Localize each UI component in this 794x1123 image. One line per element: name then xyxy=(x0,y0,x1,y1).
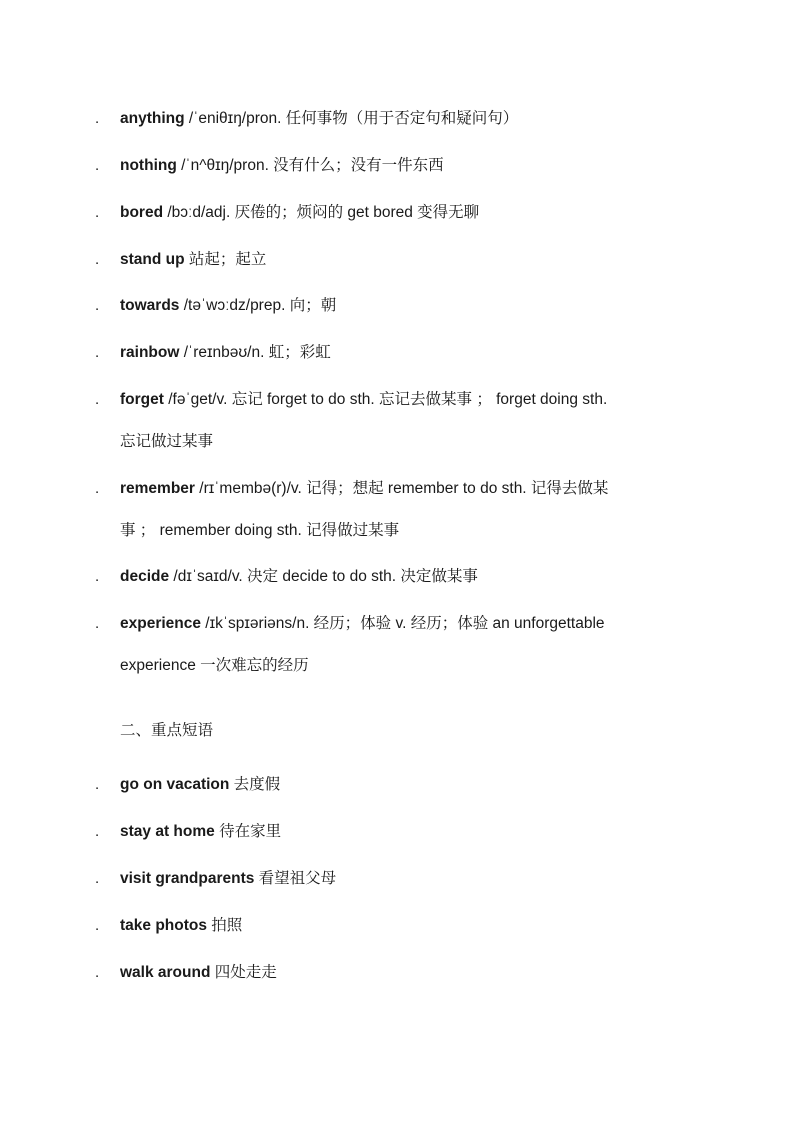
vocab-term: stand up xyxy=(120,251,185,268)
vocab-line xyxy=(120,109,680,129)
list-bullet: . xyxy=(95,157,100,174)
vocab-term: forget xyxy=(120,391,164,408)
vocab-term: rainbow xyxy=(120,344,180,361)
vocab-line-continuation: 事 ； remember doing sth. 记得做过某事 xyxy=(120,522,400,539)
phrase-line xyxy=(120,916,680,936)
vocab-term: anything xyxy=(120,110,185,127)
phrase-meaning: 看望祖父母 xyxy=(254,870,337,887)
vocab-term: remember xyxy=(120,480,195,497)
phrase-term: walk around xyxy=(120,964,211,981)
vocab-line xyxy=(120,156,680,176)
vocab-line xyxy=(120,479,680,499)
section-heading: 二、重点短语 xyxy=(120,722,214,739)
phrase-term: go on vacation xyxy=(120,776,230,793)
vocab-definition: /ˈreɪnbəʊ/n. 虹；彩虹 xyxy=(179,344,331,361)
phrase-line xyxy=(120,775,680,795)
vocab-line xyxy=(120,203,680,223)
vocab-definition: /bɔːd/adj. 厌倦的；烦闷的 get bored 变得无聊 xyxy=(163,204,480,221)
phrase-meaning: 四处走走 xyxy=(210,964,277,981)
vocab-line-continuation: 忘记做过某事 xyxy=(120,433,214,450)
vocab-definition: /ˈn^θɪŋ/pron. 没有什么；没有一件东西 xyxy=(176,157,444,174)
list-bullet: . xyxy=(95,964,100,981)
list-bullet: . xyxy=(95,917,100,934)
list-bullet: . xyxy=(95,251,100,268)
vocab-line xyxy=(120,296,680,316)
vocab-line xyxy=(120,567,680,587)
vocab-term: towards xyxy=(120,297,180,314)
list-bullet: . xyxy=(95,480,100,497)
vocab-line xyxy=(120,390,680,410)
list-bullet: . xyxy=(95,870,100,887)
vocab-term: nothing xyxy=(120,157,177,174)
list-bullet: . xyxy=(95,823,100,840)
phrase-line xyxy=(120,822,680,842)
vocab-line-continuation: experience 一次难忘的经历 xyxy=(120,657,309,674)
phrase-term: stay at home xyxy=(120,823,215,840)
vocab-definition: 站起；起立 xyxy=(184,251,267,268)
phrase-term: visit grandparents xyxy=(120,870,255,887)
vocab-definition: /ˈeniθɪŋ/pron. 任何事物（用于否定句和疑问句） xyxy=(184,110,519,127)
list-bullet: . xyxy=(95,615,100,632)
list-bullet: . xyxy=(95,568,100,585)
phrase-line xyxy=(120,963,680,983)
vocab-term: experience xyxy=(120,615,201,632)
vocab-definition: /dɪˈsaɪd/v. 决定 decide to do sth. 决定做某事 xyxy=(169,568,478,585)
phrase-meaning: 待在家里 xyxy=(214,823,282,840)
vocab-definition: /ɪkˈspɪəriəns/n. 经历；体验 v. 经历；体验 an unforgettable xyxy=(201,615,605,632)
vocab-definition: /fəˈget/v. 忘记 forget to do sth. 忘记去做某事 ； forget doing sth. xyxy=(163,391,608,408)
list-bullet: . xyxy=(95,344,100,361)
phrase-meaning: 拍照 xyxy=(206,917,243,934)
list-bullet: . xyxy=(95,776,100,793)
phrase-term: take photos xyxy=(120,917,207,934)
list-bullet: . xyxy=(95,297,100,314)
vocab-term: decide xyxy=(120,568,170,585)
list-bullet: . xyxy=(95,110,100,127)
phrase-line xyxy=(120,869,680,889)
vocab-line xyxy=(120,250,680,270)
list-bullet: . xyxy=(95,204,100,221)
vocab-definition: /təˈwɔːdz/prep. 向；朝 xyxy=(179,297,337,314)
vocab-term: bored xyxy=(120,204,164,221)
phrase-meaning: 去度假 xyxy=(229,776,281,793)
vocab-line xyxy=(120,343,680,363)
list-bullet: . xyxy=(95,391,100,408)
vocab-line xyxy=(120,614,680,634)
vocab-definition: /rɪˈmembə(r)/v. 记得；想起 remember to do sth. 记得去做某 xyxy=(194,480,609,497)
